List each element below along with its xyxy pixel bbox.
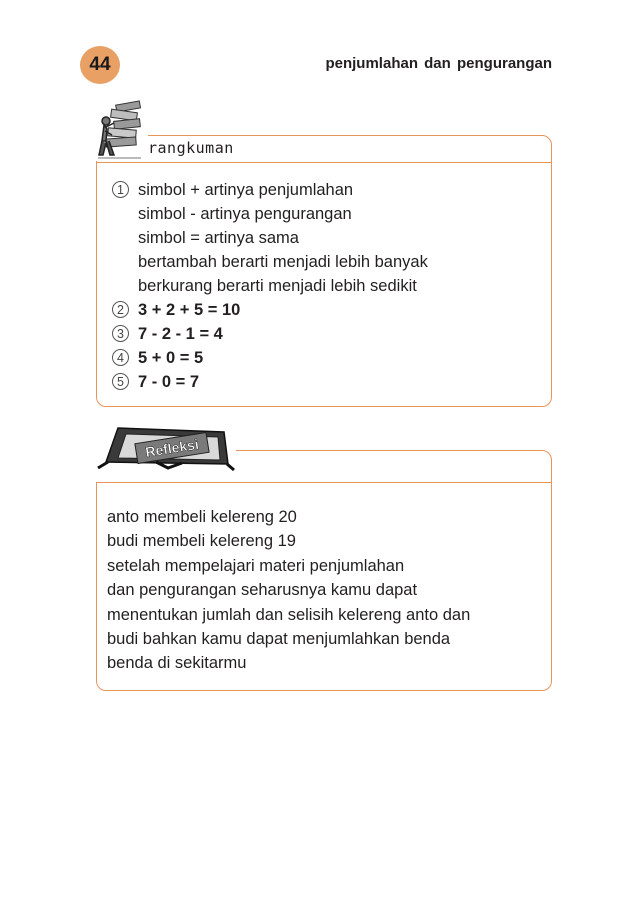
page-number: 44 [80,46,120,84]
summary-item-2 [112,298,428,322]
item-number-badge: 1 [112,181,129,198]
reflection-label: Refleksi [144,435,200,461]
equation: 7 - 2 - 1 = 4 [138,325,223,343]
item-number-badge: 5 [112,373,129,390]
reflection-line: budi membeli kelereng 19 [107,532,296,551]
reflection-line: menentukan jumlah dan selisih kelereng anto dan [107,605,471,624]
reflection-text [107,505,470,676]
reflection-line: benda di sekitarmu [107,654,247,673]
summary-list [112,178,428,394]
summary-label: rangkuman [148,139,234,157]
item-number-badge: 4 [112,349,129,366]
item-number-badge: 3 [112,325,129,342]
summary-item-3 [112,322,428,346]
summary-item-line: simbol = artinya sama [138,229,299,247]
equation: 5 + 0 = 5 [138,349,204,367]
reflection-line: anto membeli kelereng 20 [107,508,297,526]
summary-item-5 [112,370,428,394]
summary-item-4 [112,346,428,370]
reflection-line: dan pengurangan seharusnya kamu dapat [107,581,418,600]
summary-item-line: simbol - artinya pengurangan [138,205,352,223]
reflection-line: setelah mempelajari materi penjumlahan [107,556,405,575]
summary-item-1 [112,178,428,298]
item-number-badge: 2 [112,301,129,318]
summary-item-line: simbol + artinya penjumlahan [138,181,354,199]
summary-header-divider [96,162,552,163]
equation: 7 - 0 = 7 [138,373,199,391]
equation: 3 + 2 + 5 = 10 [138,301,241,319]
summary-item-line: berkurang berarti menjadi lebih sedikit [138,277,417,295]
running-head: penjumlahan dan pengurangan [325,55,552,72]
summary-item-line: bertambah berarti menjadi lebih banyak [138,253,428,271]
reflection-line: budi bahkan kamu dapat menjumlahkan benda [107,630,451,649]
eyeglasses-icon [96,418,236,487]
stacked-books-icon [96,95,148,166]
